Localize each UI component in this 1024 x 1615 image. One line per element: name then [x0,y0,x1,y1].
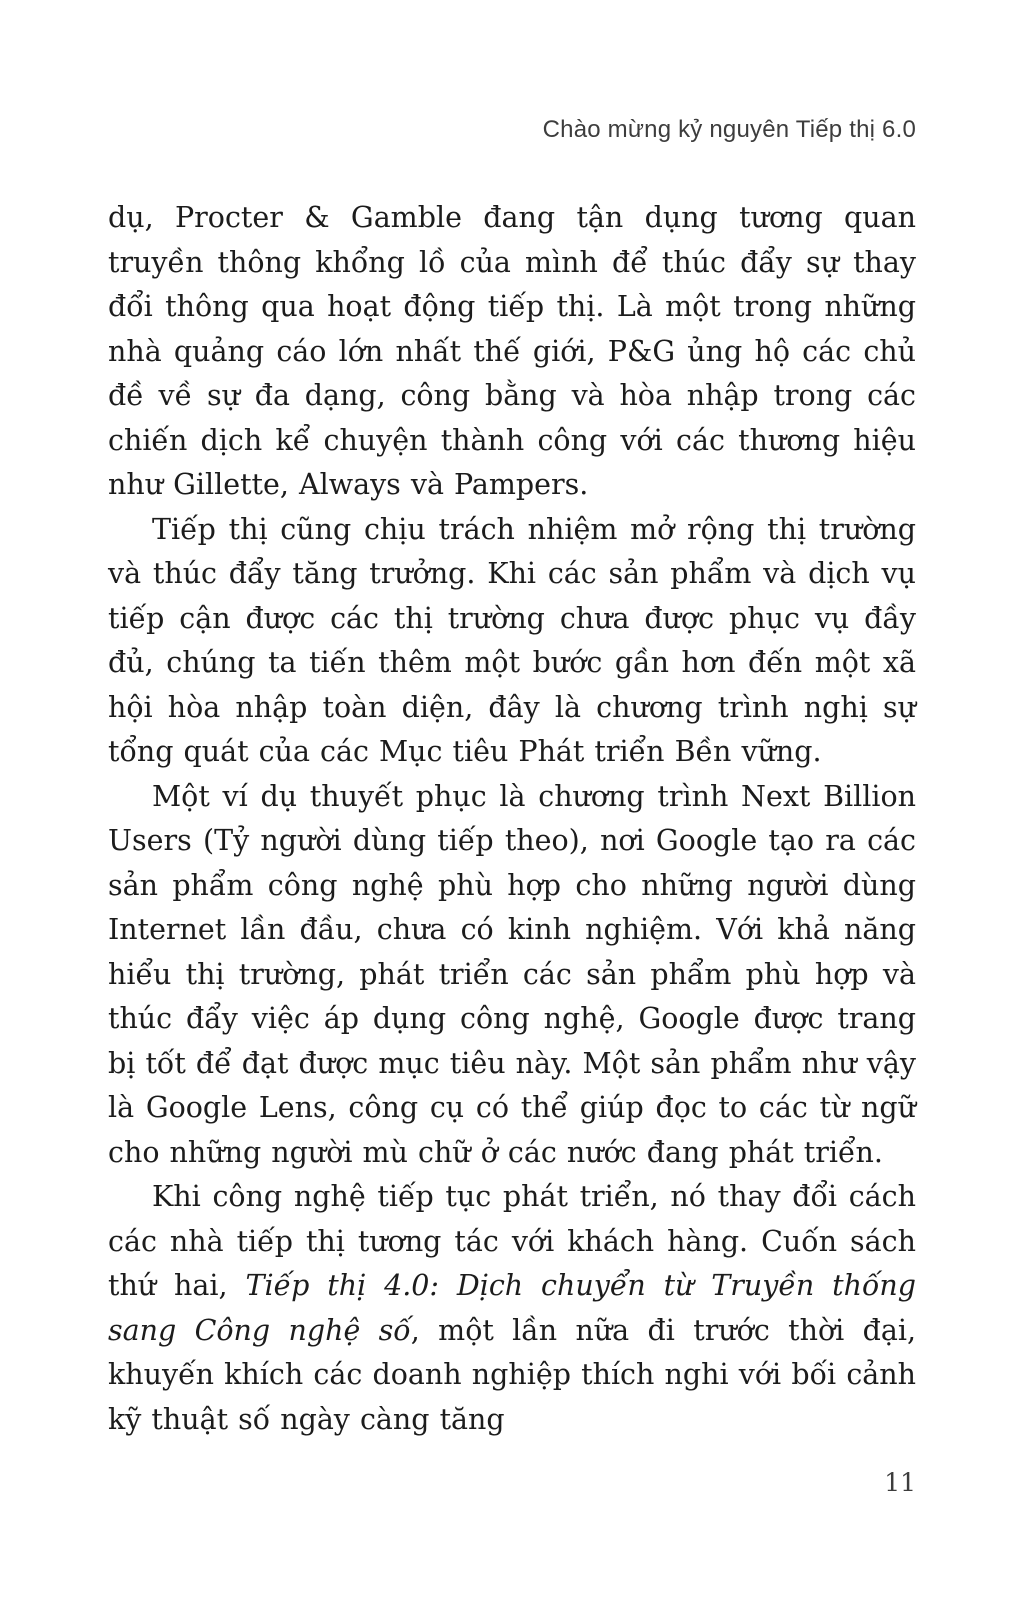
paragraph-text-italic: Tiếp thị 4.0: Dịch chuyển từ Truyền thống sang Công nghệ số [108,1269,916,1347]
paragraph [108,775,916,1176]
paragraph-text: Tiếp thị cũng chịu trách nhiệm mở rộng thị trường và thúc đẩy tăng trưởng. Khi các sản phẩm và dịch vụ tiếp cận được các thị trường chưa được phục vụ đầy đủ, chúng ta tiến thêm một bước gần hơn đến một xã hội hòa nhập toàn diện, đây là chương trình nghị sự tổng quát của các Mục tiêu Phát triển Bền vững. [108,512,916,768]
paragraph [108,196,916,508]
body-text [108,196,916,1442]
paragraph-text: Khi công nghệ tiếp tục phát triển, nó thay đổi cách các nhà tiếp thị tương tác với khách hàng. Cuốn sách thứ hai, [108,1180,916,1302]
paragraph-text: Một ví dụ thuyết phục là chương trình Next Billion Users (Tỷ người dùng tiếp theo), nơi Google tạo ra các sản phẩm công nghệ phù hợp cho những người dùng Internet lần đầu, chưa có kinh nghiệm. Với khả năng hiểu thị trường, phát triển các sản phẩm phù hợp và thúc đẩy việc áp dụng công nghệ, Google được trang bị tốt để đạt được mục tiêu này. Một sản phẩm như vậy là Google Lens, công cụ có thể giúp đọc to các từ ngữ cho những người mù chữ ở các nước đang phát triển. [108,779,916,1169]
running-header: Chào mừng kỷ nguyên Tiếp thị 6.0 [542,116,916,143]
paragraph [108,1175,916,1442]
paragraph-text: dụ, Procter & Gamble đang tận dụng tương quan truyền thông khổng lồ của mình để thúc đẩy sự thay đổi thông qua hoạt động tiếp thị. Là một trong những nhà quảng cáo lớn nhất thế giới, P&G ủng hộ các chủ đề về sự đa dạng, công bằng và hòa nhập trong các chiến dịch kể chuyện thành công với các thương hiệu như Gillette, Always và Pampers. [108,201,916,501]
paragraph [108,508,916,775]
page-number: 11 [884,1468,916,1497]
paragraph-text: , một lần nữa đi trước thời đại, khuyến khích các doanh nghiệp thích nghi với bối cảnh kỹ thuật số ngày càng tăng [108,1313,916,1436]
